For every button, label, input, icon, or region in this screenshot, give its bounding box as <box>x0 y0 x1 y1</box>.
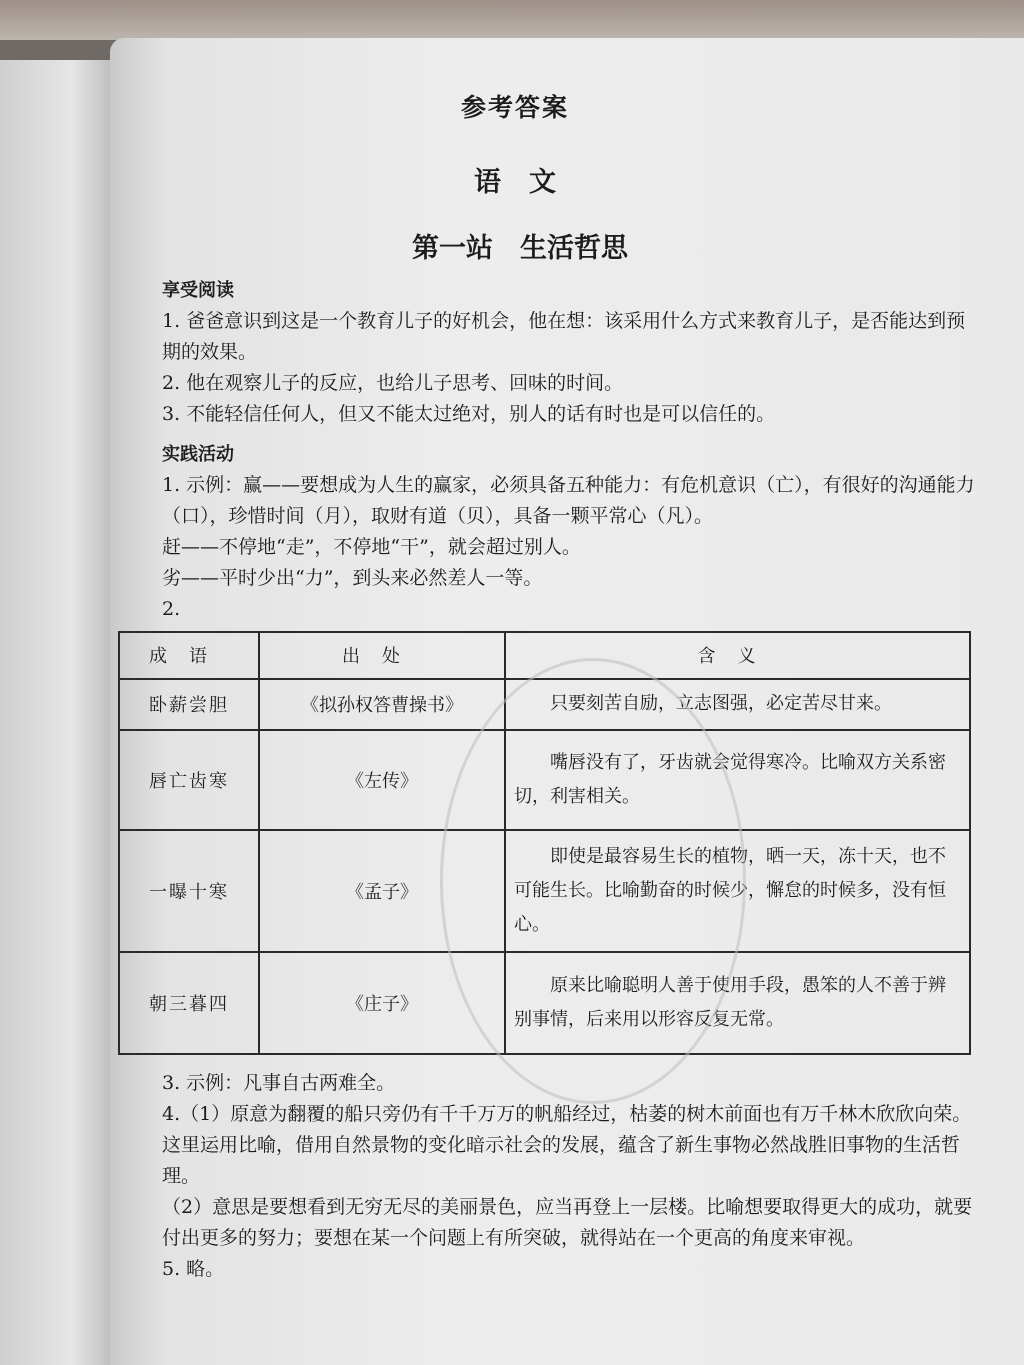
practice-item-4-2: （2）意思是要想看到无穷无尽的美丽景色，应当再登上一层楼。比喻想要取得更大的成功，就要付出更多的努力；要想在某一个问题上有所突破，就得站在一个更高的角度来审视。 <box>162 1196 973 1249</box>
meaning-cell: 即使是最容易生长的植物，晒一天，冻十天，也不可能生长。比喻勤奋的时候少，懈怠的时候多，没有恒心。 <box>505 830 970 952</box>
page-content <box>110 38 1024 1365</box>
practice-item-1-b: 赶——不停地“走”，不停地“干”，就会超过别人。 <box>162 536 581 558</box>
table-header-idiom: 成语 <box>119 632 259 679</box>
reading-answers <box>122 306 982 430</box>
reading-answer-2: 2. 他在观察儿子的反应，也给儿子思考、回味的时间。 <box>162 372 624 394</box>
section-practice-heading: 实践活动 <box>162 444 234 465</box>
source-cell: 《左传》 <box>259 730 505 830</box>
book-page <box>110 38 1024 1365</box>
practice-item-5: 5. 略。 <box>162 1258 225 1280</box>
subject-title: 语文 <box>474 167 584 198</box>
source-cell: 《拟孙权答曹操书》 <box>259 679 505 730</box>
idiom-cell: 一曝十寒 <box>119 830 259 952</box>
reading-answer-3: 3. 不能轻信任何人，但又不能太过绝对，别人的话有时也是可以信任的。 <box>162 403 776 425</box>
source-cell: 《庄子》 <box>259 952 505 1054</box>
section-reading-heading: 享受阅读 <box>162 280 234 301</box>
idiom-cell: 朝三暮四 <box>119 952 259 1054</box>
page-heading: 参考答案 <box>460 93 569 122</box>
source-cell: 《孟子》 <box>259 830 505 952</box>
practice-item-2-label: 2. <box>162 598 181 620</box>
meaning-cell: 只要刻苦自励，立志图强，必定苦尽甘来。 <box>505 679 970 730</box>
meaning-cell: 嘴唇没有了，牙齿就会觉得寒冷。比喻双方关系密切，利害相关。 <box>505 730 970 830</box>
table-header-meaning: 含义 <box>505 632 970 679</box>
practice-item-3: 3. 示例：凡事自古两难全。 <box>162 1072 396 1094</box>
watermark-stamp <box>440 658 746 1104</box>
left-page-edge <box>0 60 118 1365</box>
background-top <box>0 0 1024 40</box>
station-title: 第一站 生活哲思 <box>412 233 628 264</box>
idiom-cell: 卧薪尝胆 <box>119 679 259 730</box>
meaning-cell: 原来比喻聪明人善于使用手段，愚笨的人不善于辨别事情，后来用以形容反复无常。 <box>505 952 970 1054</box>
table-header-source: 出处 <box>259 632 505 679</box>
reading-answer-1: 1. 爸爸意识到这是一个教育儿子的好机会，他在想：该采用什么方式来教育儿子，是否能达到预期的效果。 <box>162 310 966 363</box>
idiom-cell: 唇亡齿寒 <box>119 730 259 830</box>
practice-item-4-1: 4.（1）原意为翻覆的船只旁仍有千千万万的帆船经过，枯萎的树木前面也有万千林木欣欣向荣。这里运用比喻，借用自然景物的变化暗示社会的发展，蕴含了新生事物必然战胜旧事物的生活哲理。 <box>162 1103 972 1187</box>
practice-items-3-5 <box>122 1068 982 1285</box>
practice-item-1-c: 劣——平时少出“力”，到头来必然差人一等。 <box>162 567 543 589</box>
practice-item-1 <box>122 470 982 625</box>
practice-item-1-text: 1. 示例：赢——要想成为人生的赢家，必须具备五种能力：有危机意识（亡），有很好的沟通能力（口），珍惜时间（月），取财有道（贝），具备一颗平常心（凡）。 <box>162 474 975 527</box>
